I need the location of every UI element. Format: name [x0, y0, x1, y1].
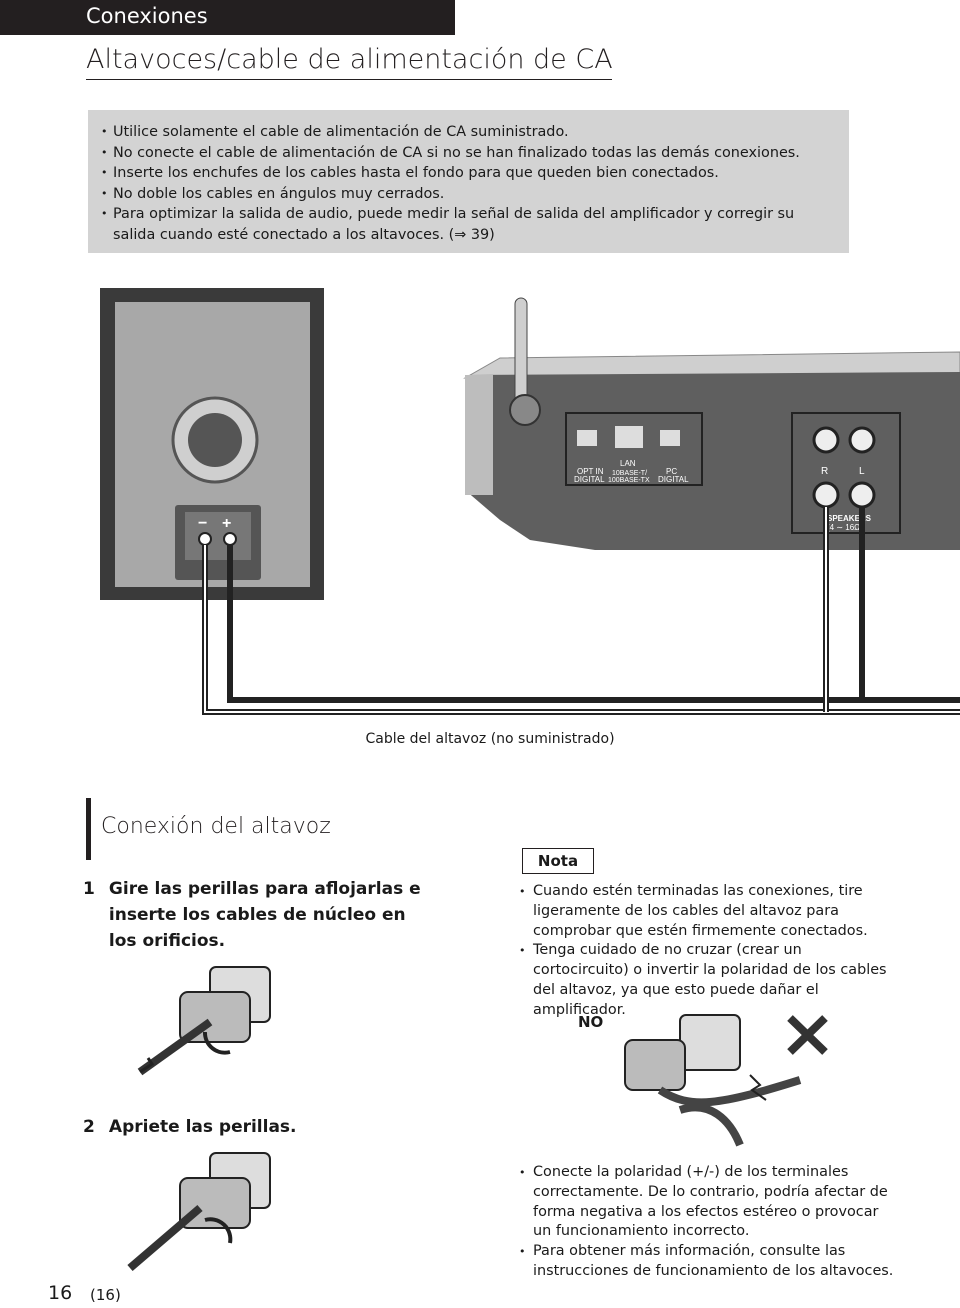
- right-channel-label: R: [821, 466, 829, 477]
- step-2-text: Apriete las perillas.: [108, 1117, 297, 1137]
- section-bar: [0, 0, 455, 35]
- note-item: • Para optimizar la salida de audio, puede medir la señal de salida del amplificador y corregir su salida cuando esté conectado a los altavoces. (⇒ 39): [101, 204, 841, 245]
- diagram-caption: Cable del altavoz (no suministrado): [365, 731, 615, 747]
- speaker-illustration: [100, 288, 324, 600]
- note-item: • Utilice solamente el cable de alimentación de CA suministrado.: [101, 122, 841, 143]
- lan-label: LAN: [620, 459, 636, 468]
- section-marker: [86, 798, 91, 860]
- pc-label: PC: [666, 467, 678, 476]
- left-channel-label: L: [859, 466, 865, 477]
- pc-digital-label: DIGITAL: [658, 475, 689, 484]
- speakers-label: SPEAKERS: [827, 514, 872, 523]
- note-item: • No conecte el cable de alimentación de CA si no se han finalizado todas las demás conexiones.: [101, 143, 841, 164]
- nota-label: Nota: [522, 848, 594, 874]
- step-1-illustration: [120, 962, 320, 1082]
- no-label: NO: [578, 1013, 604, 1031]
- step-1-text: Gire las perillas para aflojarlas e inserte los cables de núcleo en los orificios.: [108, 879, 421, 951]
- connection-diagram: [0, 280, 960, 720]
- page-number-alt: (16): [90, 1286, 121, 1304]
- section-title: Conexiones: [86, 4, 208, 28]
- amplifier-illustration: [465, 298, 960, 550]
- opt-in-label: OPT IN: [577, 467, 604, 476]
- impedance-label: (4 ∼ 16Ω): [827, 523, 863, 532]
- opt-digital-label: DIGITAL: [574, 475, 605, 484]
- connection-title: Conexión del altavoz: [101, 814, 331, 839]
- note-item: • No doble los cables en ángulos muy cerrados.: [101, 184, 841, 205]
- step-2-number: 2: [83, 1117, 95, 1137]
- page-title: Altavoces/cable de alimentación de CA: [86, 44, 613, 75]
- step-2: [83, 1114, 443, 1140]
- nota-list: [519, 882, 899, 1021]
- wrong-connection-illustration: [600, 1010, 840, 1150]
- polarity-item: • Para obtener más información, consulte las instrucciones de funcionamiento de los altavoces.: [519, 1242, 899, 1282]
- step-1-number: 1: [83, 879, 95, 899]
- lan-spec1-label: 10BASE-T/: [612, 470, 648, 477]
- nota-item: • Cuando estén terminadas las conexiones, tire ligeramente de los cables del altavoz para comprobar que estén firmemente conectados.: [519, 882, 899, 941]
- note-item: • Inserte los enchufes de los cables hasta el fondo para que queden bien conectados.: [101, 163, 841, 184]
- speaker-terminal-plus: +: [222, 515, 232, 532]
- nota-item: • Tenga cuidado de no cruzar (crear un cortocircuito) o invertir la polaridad de los cables del altavoz, ya que esto puede dañar el amplificador.: [519, 941, 899, 1020]
- note-list: [101, 122, 841, 245]
- lan-spec2-label: 100BASE-TX: [608, 477, 650, 484]
- step-1: [83, 876, 453, 954]
- polarity-list: [519, 1163, 899, 1282]
- polarity-item: • Conecte la polaridad (+/-) de los terminales correctamente. De lo contrario, podría afectar de forma negativa a los efectos estéreo o provocar un funcionamiento incorrecto.: [519, 1163, 899, 1242]
- page-number: 16: [48, 1282, 73, 1304]
- step-2-illustration: [120, 1148, 320, 1273]
- title-rule: [86, 79, 612, 80]
- speaker-terminal-minus: −: [198, 515, 208, 532]
